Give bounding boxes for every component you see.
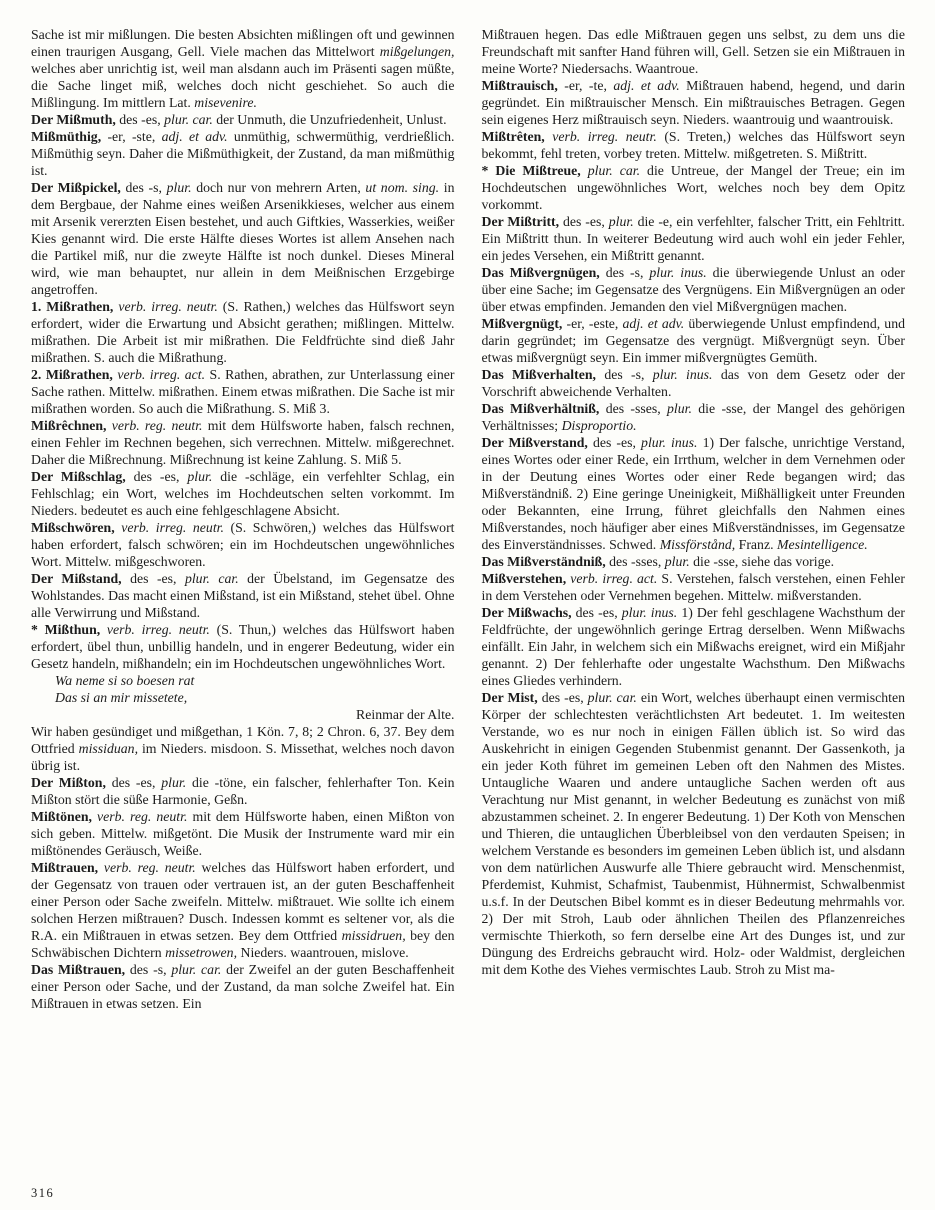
text-segment: Der Mißstand,	[31, 571, 122, 586]
text-segment: verb. irreg. neutr.	[552, 129, 657, 144]
text-segment: Mißmüthig,	[31, 129, 102, 144]
text-segment: die Untreue, der Mangel der Treue; ein im Hochdeutschen ungewöhnliches Wort, welches noch bey dem Opitz vorkommt.	[481, 163, 906, 212]
text-segment: plur. inus.	[641, 435, 698, 450]
dictionary-entry-paragraph	[31, 26, 455, 111]
text-segment: Mißtönen,	[31, 809, 92, 824]
text-segment: des -sses,	[605, 554, 665, 569]
text-segment: misevenire.	[194, 95, 257, 110]
text-segment: Mißvergnügt,	[481, 316, 563, 331]
text-segment: unmüthig, schwermüthig, verdrießlich. Mißmüthig seyn. Daher die Mißmüthigkeit, der Zustand, da man mißmüthig ist.	[31, 129, 455, 178]
text-segment: (S. Treten,) welches das Hülfswort seyn bekommt, fehl treten, vorbey treten. Mittelw. mißgetreten. S. Mißtritt.	[481, 129, 905, 161]
dictionary-entry-paragraph	[31, 417, 455, 468]
text-segment: plur. car.	[184, 571, 239, 586]
text-segment: Wir haben gesündiget und mißgethan, 1 Kön. 7, 8; 2 Chron. 6, 37. Bey dem Ottfried	[31, 724, 455, 756]
text-segment: plur.	[187, 469, 213, 484]
text-segment: S. Rathen, abrathen, zur Unterlassung einer Sache rathen. Mittelw. mißrathen. Einem etwas mißrathen. Die Sache ist mir mißrathen worden. So auch die Mißrathung. S. Miß 3.	[31, 367, 455, 416]
text-segment: plur. inus.	[621, 605, 678, 620]
dictionary-entry-paragraph	[482, 570, 906, 604]
text-segment: -er, -te,	[557, 78, 614, 93]
dictionary-entry-paragraph	[482, 366, 906, 400]
text-segment: die -sse, siehe das vorige.	[689, 554, 835, 569]
dictionary-entry-paragraph	[482, 264, 906, 315]
text-segment: Das Mißverhältniß,	[481, 401, 600, 416]
text-segment: Der Mißpickel,	[31, 180, 121, 195]
dictionary-entry-paragraph	[482, 213, 906, 264]
text-segment: * Mißthun,	[31, 622, 101, 637]
text-segment: des -es,	[105, 775, 162, 790]
text-segment: plur.	[667, 401, 692, 416]
text-segment: im Nieders. misdoon. S. Missethat, welches noch davon übrig ist.	[31, 741, 455, 773]
text-segment: Mißrêchnen,	[31, 418, 107, 433]
text-segment: Das si an mir missetete,	[55, 690, 188, 705]
text-segment: * Die Mißtreue,	[481, 163, 581, 178]
dictionary-entry-paragraph	[31, 774, 455, 808]
dictionary-entry-paragraph	[482, 315, 906, 366]
text-segment: Das Mißtrauen,	[31, 962, 126, 977]
dictionary-entry-paragraph	[31, 570, 455, 621]
dictionary-entry-paragraph	[482, 689, 906, 978]
text-segment: verb. irreg. act.	[117, 367, 206, 382]
text-segment: Der Mist,	[481, 690, 538, 705]
dictionary-entry-paragraph	[482, 434, 906, 553]
text-segment: die -sse, der Mangel des gehörigen Verhältnisses;	[481, 401, 906, 433]
text-segment: welches aber unrichtig ist, weil man alsdann auch im Präsenti sagen müßte, die Sache linget miß, welches doch nicht geschiehet. So auch die Mißlingung. Im mittlern Lat.	[31, 61, 455, 110]
text-segment: in dem Bergbaue, der Nahme eines weißen Arsenikkieses, welcher aus einem mit Arsenik vererzten Eisen bestehet, und auch Giftkies, Wasserkies, weißer Kies genannt wird. Die erste Hälfte dieses Wortes ist allem Ansehen nach die Partikel miß, nur die zweyte Hälfte ist noch dunkel. Dieses Mineral wird, wie man behauptet, nur allein in dem Meißnischen Erzgebirge angetroffen.	[31, 180, 455, 297]
text-segment: -er, -este,	[562, 316, 623, 331]
text-segment: Das Mißvergnügen,	[481, 265, 600, 280]
text-segment: die -e, ein verfehlter, falscher Tritt, ein Fehltritt. Ein Mißtritt thun. In weiterer Bedeutung wird auch wohl ein jeder Fehler, ein jedes Versehen, ein Mißtritt genannt.	[481, 214, 905, 263]
dictionary-entry-paragraph	[31, 961, 455, 1012]
text-segment: Disproportio.	[561, 418, 637, 433]
dictionary-entry-paragraph	[31, 808, 455, 859]
text-segment: plur.	[608, 214, 634, 229]
text-segment: verb. reg. neutr.	[111, 418, 203, 433]
text-segment: plur.	[664, 554, 690, 569]
text-segment: Mißtrauen habend, hegend, und darin gegründet. Ein mißtrauischer Mensch. Ein mißtrauisches Betragen. Gegen sein eigenes Herz mißtrauisch seyn. Nieders. waantrouig und waantrouisk.	[481, 78, 906, 127]
verse-line	[31, 689, 455, 706]
text-segment: verb. irreg. neutr.	[118, 299, 218, 314]
dictionary-entry-paragraph	[31, 519, 455, 570]
text-segment: des -es,	[559, 214, 609, 229]
text-segment: verb. irreg. neutr.	[106, 622, 210, 637]
text-segment: Reinmar der Alte.	[356, 707, 455, 722]
text-segment: Missförstånd,	[659, 537, 736, 552]
text-segment: plur. inus.	[649, 265, 707, 280]
text-segment	[100, 622, 107, 637]
text-segment: Wa neme si so boesen rat	[55, 673, 195, 688]
text-segment: der Unmuth, die Unzufriedenheit, Unlust.	[212, 112, 447, 127]
text-segment: des -s,	[595, 367, 653, 382]
page-number: 316	[31, 1186, 55, 1200]
dictionary-entry-paragraph	[482, 604, 906, 689]
dictionary-entry-paragraph	[31, 179, 455, 298]
text-segment: Der Mißmuth,	[31, 112, 116, 127]
verse-line	[31, 672, 455, 689]
text-segment: 2. Mißrathen,	[31, 367, 113, 382]
text-segment: Das Mißverhalten,	[481, 367, 596, 382]
text-segment: verb. irreg. act.	[570, 571, 658, 586]
text-segment: des -es,	[537, 690, 588, 705]
text-segment: Der Mißwachs,	[481, 605, 572, 620]
dictionary-entry-paragraph	[31, 366, 455, 417]
dictionary-entry-paragraph	[482, 26, 906, 77]
text-segment: mit dem Hülfsworte haben, falsch rechnen, einen Fehler im Rechnen begehen, sich verrechnen. Mittelw. mißgerechnet. Daher die Mißrechnung. Mißrechnung ist keine Zahlung. S. Miß 5.	[31, 418, 455, 467]
text-segment: des -es,	[587, 435, 642, 450]
dictionary-entry-paragraph	[482, 77, 906, 128]
text-segment: Mißtrauen,	[31, 860, 99, 875]
text-segment: missidruen,	[341, 928, 406, 943]
text-segment: Sache ist mir mißlungen. Die besten Absichten mißlingen oft und gewinnen einen traurigen Ausgang, Gell. Viele machen das Mittelwort	[31, 27, 455, 59]
text-segment: Mesintelligence.	[776, 537, 868, 552]
dictionary-entry-paragraph	[31, 128, 455, 179]
text-segment: plur.	[161, 775, 187, 790]
text-segment: (S. Rathen,) welches das Hülfswort seyn erfordert, wider die Erwartung und Absicht gerathen; mißlingen. Mittelw. mißrathen. Die Arbeit ist mir mißrathen. Die Feldfrüchte sind dieß Jahr mißrathen. S. auch die Mißrathung.	[31, 299, 455, 365]
text-segment: S. Verstehen, falsch verstehen, einen Fehler in dem Verstehen oder Vernehmen begehen. Mittelw. mißverstanden.	[481, 571, 906, 603]
text-segment: ein Wort, welches überhaupt einen vermischten Körper der schlechtesten verächtlichsten Art bedeutet. 1. Im weitesten Verstande, wo es nur noch in einigen Fällen üblich ist. So wird das Auskehricht in einigen Gegenden Stubenmist genannt. Der Gassenkoth, ja ein jeder Koth führet im gemeinen Leben oft den Nahmen des Mistes. Untaugliche Waaren und andere untaugliche Sachen werden oft aus Verachtung nur Mist genannt, in welcher Bedeutung es zunächst von miß abzustammen scheinet. 2. In engerer Bedeutung. 1) Der Koth von Menschen und Thieren, die untauglichen Überbleibsel von den verdauten Speisen; in welchem Verstande es besonders im gemeinen Leben üblich ist, und alsdann von dem natürlichen Auswurfe alle Thiere gebraucht wird. Menschenmist, Pferdemist, Kuhmist, Schafmist, Taubenmist, Hühnermist, Schwalbenmist u.s.f. In der Deutschen Bibel kommt es in dieser Bedeutung mehrmahls vor. 2) Der mit Stroh, Laub oder ähnlichen Theilen des Pflanzenreiches vermischte Thierkoth, so fern derselbe eine Art des Dunges ist, und zur Düngung des Erdreichs gebraucht wird. Holz- oder Waldmist, dergleichen mit dem Kothe des Viehes vermischtes Laub. Stroh zu Mist ma-	[481, 690, 906, 977]
text-segment: überwiegende Unlust empfindend, und darin gegründet; im Gegensatze des vergnügt. Mißvergnügt seyn. Über etwas mißvergnügt seyn. Ein immer mißvergnügtes Gemüth.	[481, 316, 906, 365]
text-column-left	[31, 26, 455, 1012]
dictionary-entry-paragraph	[31, 859, 455, 961]
text-segment: Der Mißschlag,	[31, 469, 126, 484]
text-segment: (S. Schwören,) welches das Hülfswort haben erfordert, falsch schwören; ein im Hochdeutschen ungewöhnliches Wort. Mittelw. mißgeschworen.	[31, 520, 455, 569]
text-segment: der Zweifel an der guten Beschaffenheit einer Person oder Sache, und der Zustand, da man solche Zweifel hat. Ein Mißtrauen in etwas setzen. Ein	[31, 962, 455, 1011]
text-segment: (S. Thun,) welches das Hülfswort haben erfordert, übel thun, unbillig handeln, und in engerer Bedeutung, wider ein Gesetz handeln, mißhandeln; ein im Hochdeutschen ungewöhnliches Wort.	[31, 622, 455, 671]
text-segment: des -es,	[571, 605, 622, 620]
text-segment: des -es,	[125, 469, 188, 484]
text-segment: plur. car.	[587, 690, 637, 705]
text-segment	[581, 163, 588, 178]
text-segment: welches das Hülfswort haben erfordert, und der Gegensatz von trauen oder vertrauen ist, an der guten Beschaffenheit einer Person oder Sache zweifeln. Mittelw. mißtrauet. Wie sollte ich einem solchen Herzen mißtrauen? Dusch. Indessen kommt es seltener vor, als die R.A. ein Mißtrauen in etwas setzen. Bey dem Ottfried	[31, 860, 455, 943]
text-segment: mit dem Hülfsworte haben, einen Mißton von sich geben. Mittelw. mißgetönt. Die Musik der Instrumente ward mir ein mißtönendes Geräusch, Weiße.	[31, 809, 455, 858]
text-segment: verb. reg. neutr.	[103, 860, 196, 875]
dictionary-entry-paragraph	[31, 111, 455, 128]
text-segment: verb. irreg. neutr.	[121, 520, 224, 535]
text-segment: des -s,	[125, 962, 172, 977]
text-segment: Mißtrêten,	[481, 129, 545, 144]
text-segment: die überwiegende Unlust an oder über eine Sache; im Gegensatze des Vergnügens. Ein Mißvergnügen an oder über etwas empfinden. Jemanden den viel Mißvergnügen machen.	[481, 265, 905, 314]
text-segment: Der Mißton,	[31, 775, 106, 790]
text-segment: ut nom. sing.	[365, 180, 440, 195]
text-segment: Der Mißverstand,	[481, 435, 588, 450]
dictionary-entry-paragraph	[482, 128, 906, 162]
text-column-right	[482, 26, 906, 1012]
text-segment: Mißschwören,	[31, 520, 115, 535]
text-segment: missetrowen,	[165, 945, 238, 960]
text-segment: adj. et adv.	[161, 129, 228, 144]
text-segment: Mißtrauen hegen. Das edle Mißtrauen gegen uns selbst, zu dem uns die Freundschaft mit sanfter Hand führen will, Gell. Setzen sie ein Mißtrauen in meine Worte? Niedersachs. Waantroue.	[481, 27, 905, 76]
dictionary-entry-paragraph	[31, 723, 455, 774]
text-segment: der Übelstand, im Gegensatze des Wohlstandes. Das macht einen Mißstand, ist ein Mißstand, stehet übel. Ohne alle Verwirrung und Mißstand.	[31, 571, 455, 620]
dictionary-entry-paragraph	[31, 298, 455, 366]
text-segment: adj. et adv.	[622, 316, 685, 331]
dictionary-entry-paragraph	[31, 468, 455, 519]
two-column-layout	[31, 26, 905, 1012]
text-segment: verb. reg. neutr.	[97, 809, 188, 824]
text-segment: plur. car.	[164, 112, 213, 127]
text-segment: doch nur von mehrern Arten,	[191, 180, 366, 195]
text-segment: Nieders. waantrouen, mislove.	[237, 945, 409, 960]
text-segment: Mißtrauisch,	[481, 78, 558, 93]
dictionary-entry-paragraph	[31, 621, 455, 672]
text-segment: adj. et adv.	[613, 78, 680, 93]
text-segment: Der Mißtritt,	[481, 214, 560, 229]
text-segment: des -sses,	[599, 401, 668, 416]
text-segment: bey den Schwäbischen Dichtern	[31, 928, 455, 960]
text-segment: missiduan,	[78, 741, 139, 756]
text-segment: mißgelungen,	[379, 44, 455, 59]
text-segment: 1. Mißrathen,	[31, 299, 114, 314]
text-segment: plur. car.	[171, 962, 222, 977]
dictionary-entry-paragraph	[482, 162, 906, 213]
text-segment: 1) Der falsche, unrichtige Verstand, eines Wortes oder einer Rede, ein Irrthum, welcher in dem Vernehmen oder in der Deutung eines Wortes oder einer Rede begangen wird; das Mißverständniß. 2) Eine geringe Uneinigkeit, Mißhälligkeit unter Freunden oder Bekannten, eine Irrung, führet gleichfalls den Nahmen eines Mißverstandes, noch häufiger aber eines Mißverständnisses, im Gegensatze des Einverständnisses. Schwed.	[481, 435, 905, 552]
text-segment: des -es,	[121, 571, 185, 586]
attribution-line	[31, 706, 455, 723]
text-segment: plur. car.	[587, 163, 641, 178]
dictionary-entry-paragraph	[482, 400, 906, 434]
text-segment: des -s,	[120, 180, 167, 195]
text-segment: plur. inus.	[652, 367, 713, 382]
text-segment: das von dem Gesetz oder der Vorschrift abweichende Verhalten.	[481, 367, 905, 399]
text-segment: die -töne, ein falscher, fehlerhafter Ton. Kein Mißton stört die süße Harmonie, Geßn.	[31, 775, 455, 807]
text-segment: Das Mißverständniß,	[481, 554, 606, 569]
dictionary-entry-paragraph	[482, 553, 906, 570]
text-segment: des -es,	[115, 112, 165, 127]
text-segment: Mißverstehen,	[481, 571, 567, 586]
text-segment: plur.	[166, 180, 192, 195]
text-segment: Franz.	[735, 537, 777, 552]
text-segment: -er, -ste,	[101, 129, 162, 144]
text-segment: 1) Der fehl geschlagene Wachsthum der Feldfrüchte, der ungewöhnlich geringe Ertrag derselben. Wenn Mißwachs einfällt. Ein Jahr, in welchem sich ein Mißwachs ereignet, wird ein Mißjahr genannt. 2) Der fehlerhafte oder ungestalte Wachsthum. Den Mißwachs eines Gliedes verhindern.	[481, 605, 905, 688]
text-segment: die -schläge, ein verfehlter Schlag, ein Fehlschlag; ein Wort, welches im Hochdeutschen selten vorkommt. Im Nieders. bedeutet es auch eine fehlgeschlagene Absicht.	[31, 469, 455, 518]
text-segment: des -s,	[599, 265, 650, 280]
